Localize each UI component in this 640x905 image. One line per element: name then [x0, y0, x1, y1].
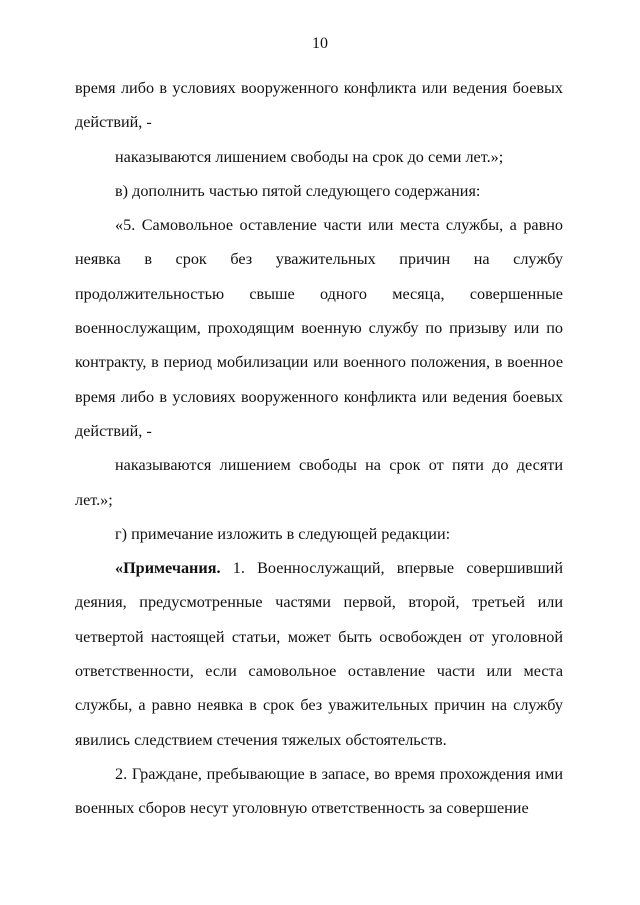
paragraph-part-five: «5. Самовольное оставление части или места службы, а равно неявка в срок без уважительных причин на службу продолжительностью свыше одного месяца, совершенные военнослужащим, проходящим военную службу по призыву или по контракту, в период мобилизации или военного положения, в военное время либо в условиях вооруженного конфликта или ведения боевых действий, -	[75, 216, 563, 440]
paragraph-amendment-g: г) примечание изложить в следующей редакции:	[115, 524, 451, 543]
document-body	[75, 71, 563, 826]
paragraph-notes-1	[75, 551, 563, 757]
notes-heading: «Примечания.	[115, 559, 221, 578]
paragraph-penalty-five-ten-years: наказываются лишением свободы на срок от пяти до десяти лет.»;	[75, 456, 563, 509]
paragraph-notes-2: 2. Граждане, пребывающие в запасе, во время прохождения ими военных сборов несут уголовную ответственность за совершение	[75, 764, 563, 818]
paragraph-amendment-v: в) дополнить частью пятой следующего содержания:	[115, 181, 481, 200]
page-number: 10	[312, 35, 328, 52]
notes-first-text: 1. Военнослужащий, впервые совершивший деяния, предусмотренные частями первой, второй, третьей или четвертой настоящей статьи, может быть освобожден от уголовной ответственности, если самовольное оставление части или места службы, а равно неявка в срок без уважительных причин на службу явились следствием стечения тяжелых обстоятельств.	[75, 559, 563, 749]
paragraph-continuation: время либо в условиях вооруженного конфликта или ведения боевых действий, -	[75, 79, 563, 132]
paragraph-penalty-seven-years: наказываются лишением свободы на срок до семи лет.»;	[115, 147, 504, 166]
